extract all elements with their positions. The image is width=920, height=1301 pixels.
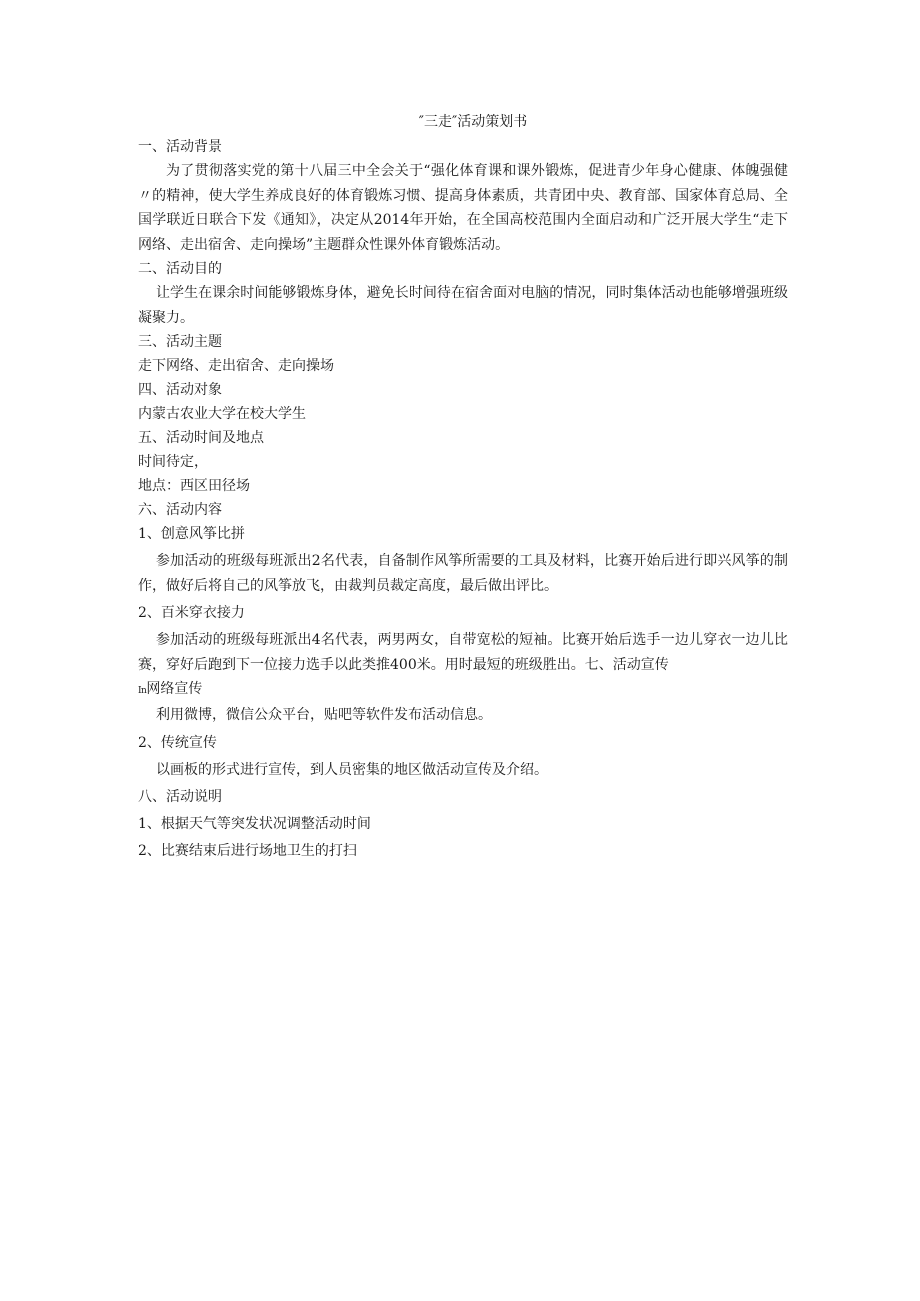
promo-item-traditional-body: 以画板的形式进行宣传，到人员密集的地区做活动宣传及介绍。 xyxy=(156,761,548,778)
section-heading-background: 一、活动背景 xyxy=(138,139,222,155)
content-item-relay-body: 参加活动的班级每班派出4名代表，两男两女，自带宽松的短袖。比赛开始后选手一边儿穿衣一边儿比赛，穿好后跑到下一位接力选手以此类推400米。用时最短的班级胜出。七、活动宣传 xyxy=(138,632,788,673)
content-item-kite-body: 参加活动的班级每班派出2名代表，自备制作风筝所需要的工具及材料，比赛开始后进行即兴风筝的制作，做好后将自己的风筝放飞，由裁判员裁定高度，最后做出评比。 xyxy=(138,553,788,594)
section-body-theme: 走下网络、走出宿舍、走向操场 xyxy=(138,358,334,374)
section-body-place: 地点：西区田径场 xyxy=(138,478,250,494)
section-body-purpose: 让学生在课余时间能够锻炼身体，避免长时间待在宿舍面对电脑的情况，同时集体活动也能够增强班级凝聚力。 xyxy=(138,285,788,326)
section-heading-purpose: 二、活动目的 xyxy=(138,261,222,277)
section-body-background: 为了贯彻落实党的第十八届三中全会关于“强化体育课和课外锻炼，促进青少年身心健康、体魄强健〃的精神，使大学生养成良好的体育锻炼习惯、提高身体素质，共青团中央、教育部、国家体育总局、全国学联近日联合下发《通知》，决定从2014年开始，在全国高校范围内全面启动和广泛开展大学生“走下网络、走出宿舍、走向操场”主题群众性课外体育锻炼活动。 xyxy=(138,163,788,253)
promo-item-network-body: 利用微博，微信公众平台，贴吧等软件发布活动信息。 xyxy=(156,707,492,723)
section-body-time: 时间待定， xyxy=(138,454,208,470)
document-title: ″三走″活动策划书 xyxy=(418,114,528,130)
section-body-audience: 内蒙古农业大学在校大学生 xyxy=(138,406,306,422)
section-heading-theme: 三、活动主题 xyxy=(138,334,222,350)
promo-item-traditional-heading: 2、传统宣传 xyxy=(138,734,217,751)
section-heading-notes: 八、活动说明 xyxy=(138,789,222,805)
notes-item-cleanup: 2、比赛结束后进行场地卫生的打扫 xyxy=(138,843,357,859)
promo-item-network-prefix: In xyxy=(138,686,147,696)
promo-item-network-heading xyxy=(138,677,788,703)
section-heading-time-place: 五、活动时间及地点 xyxy=(138,430,264,446)
promo-item-network-label: 网络宣传 xyxy=(146,681,203,697)
section-heading-audience: 四、活动对象 xyxy=(138,382,222,398)
notes-item-weather: 1、根据天气等突发状况调整活动时间 xyxy=(138,816,371,832)
content-item-relay-heading: 2、百米穿衣接力 xyxy=(138,605,245,621)
document-page xyxy=(138,110,788,863)
content-item-kite-heading: 1、创意风筝比拼 xyxy=(138,526,245,542)
section-heading-content: 六、活动内容 xyxy=(138,502,222,518)
